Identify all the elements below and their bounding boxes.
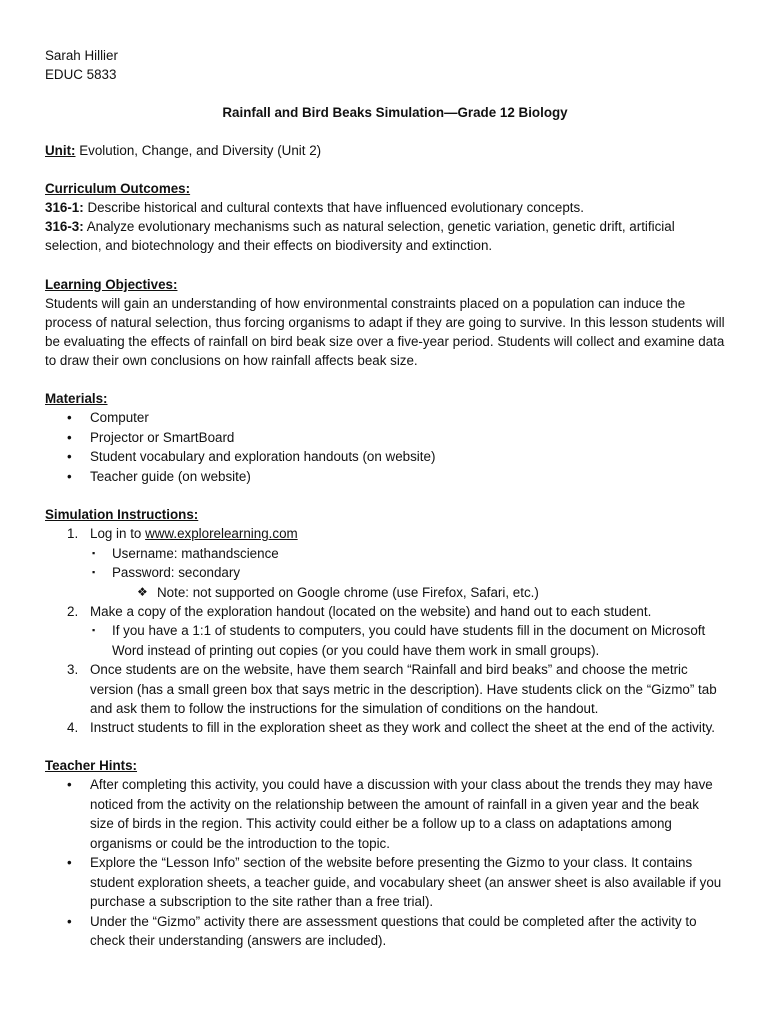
materials-item: Student vocabulary and exploration handouts (on website) — [90, 449, 436, 465]
sub-item — [45, 544, 725, 564]
unit-text: Evolution, Change, and Diversity (Unit 2) — [75, 143, 322, 158]
step-3 — [45, 660, 725, 718]
step-4 — [45, 718, 725, 737]
sub-item — [45, 563, 725, 583]
list-item — [45, 467, 725, 487]
outcome-316-1 — [45, 198, 725, 217]
objectives-text: Students will gain an understanding of how environmental constraints placed on a population can induce the process of natural selection, thus forcing organisms to adapt if they are going to survive. In this lesson students will be evaluating the effects of rainfall on bird beak size over a five-year period. Students will collect and examine data to draw their own conclusions on how rainfall affects beak size. — [45, 295, 725, 369]
sub-item — [45, 621, 725, 660]
objectives-heading: Learning Objectives: — [45, 276, 178, 292]
materials-item: Computer — [90, 410, 149, 426]
list-item — [45, 775, 725, 853]
list-item — [45, 912, 725, 951]
diamond-bullet-icon: ❖ — [137, 584, 148, 599]
instructions-heading: Simulation Instructions: — [45, 507, 199, 523]
materials-heading: Materials: — [45, 391, 108, 407]
bullet-icon: • — [67, 855, 72, 871]
step-number: 4. — [67, 719, 79, 735]
outcome-text: Describe historical and cultural contexts that have influenced evolutionary concepts. — [83, 200, 584, 215]
unit-label: Unit: — [45, 143, 76, 158]
square-bullet-icon: ▪ — [92, 567, 96, 578]
outcome-text: Analyze evolutionary mechanisms such as natural selection, genetic variation, genetic drift, artificial selection, and biotechnology and their effects on biodiversity and extinction. — [45, 219, 675, 254]
password-text: Password: secondary — [112, 565, 241, 581]
list-item — [45, 408, 725, 428]
list-item — [45, 428, 725, 448]
outcome-316-3 — [45, 217, 725, 255]
step-number: 3. — [67, 662, 79, 678]
hint-text: Explore the “Lesson Info” section of the website before presenting the Gizmo to your class. It contains student exploration sheets, a teacher guide, and vocabulary sheet (an answer sheet is also available if you purchase a subscription to the site rather than a free trial). — [90, 855, 722, 910]
hint-text: After completing this activity, you could have a discussion with your class about the trends they may have noticed from the activity on the relationship between the amount of rainfall in a given year and the beak size of birds in the region. This activity could either be a follow up to a class on adaptations among organisms or could be the introduction to the topic. — [90, 777, 713, 851]
curriculum-heading: Curriculum Outcomes: — [45, 181, 191, 196]
bullet-icon: • — [67, 468, 72, 484]
materials-item: Teacher guide (on website) — [90, 468, 251, 484]
step-text: Once students are on the website, have them search “Rainfall and bird beaks” and choose the metric version (has a small green box that says metric in the description). Have students click on the “Gizmo” tab and ask them to follow the instructions for the simulation of conditions on the handout. — [90, 662, 717, 716]
course-code: EDUC 5833 — [45, 67, 117, 82]
materials-item: Projector or SmartBoard — [90, 429, 235, 445]
step-2-sub-text: If you have a 1:1 of students to computers, you could have students fill in the document on Microsoft Word instead of printing out copies (or you could have them work in small groups). — [112, 623, 706, 658]
username-text: Username: mathandscience — [112, 545, 279, 561]
unit-line — [45, 141, 725, 160]
author-name: Sarah Hillier — [45, 48, 118, 63]
bullet-icon: • — [67, 410, 72, 426]
sub-sub-item — [45, 583, 725, 603]
browser-note: Note: not supported on Google chrome (use Firefox, Safari, etc.) — [157, 584, 539, 600]
step-text: Log in to — [90, 526, 146, 542]
step-text: Make a copy of the exploration handout (located on the website) and hand out to each student. — [90, 604, 652, 620]
list-item — [45, 853, 725, 912]
step-1 — [45, 524, 725, 543]
bullet-icon: • — [67, 429, 72, 445]
hints-heading: Teacher Hints: — [45, 758, 138, 774]
step-number: 2. — [67, 604, 79, 620]
step-number: 1. — [67, 526, 79, 542]
square-bullet-icon: ▪ — [92, 625, 96, 636]
square-bullet-icon: ▪ — [92, 547, 96, 558]
outcome-code: 316-1: — [45, 200, 84, 215]
document-page — [45, 46, 725, 951]
hint-text: Under the “Gizmo” activity there are assessment questions that could be completed after the activity to check their understanding (answers are included). — [90, 913, 697, 949]
document-title: Rainfall and Bird Beaks Simulation—Grade 12 Biology — [222, 105, 568, 120]
bullet-icon: • — [67, 913, 72, 929]
bullet-icon: • — [67, 449, 72, 465]
step-2 — [45, 602, 725, 621]
step-text: Instruct students to fill in the exploration sheet as they work and collect the sheet at the end of the activity. — [90, 719, 715, 735]
list-item — [45, 447, 725, 467]
bullet-icon: • — [67, 777, 72, 793]
outcome-code: 316-3: — [45, 219, 84, 235]
explorelearning-link[interactable]: www.explorelearning.com — [145, 526, 298, 542]
